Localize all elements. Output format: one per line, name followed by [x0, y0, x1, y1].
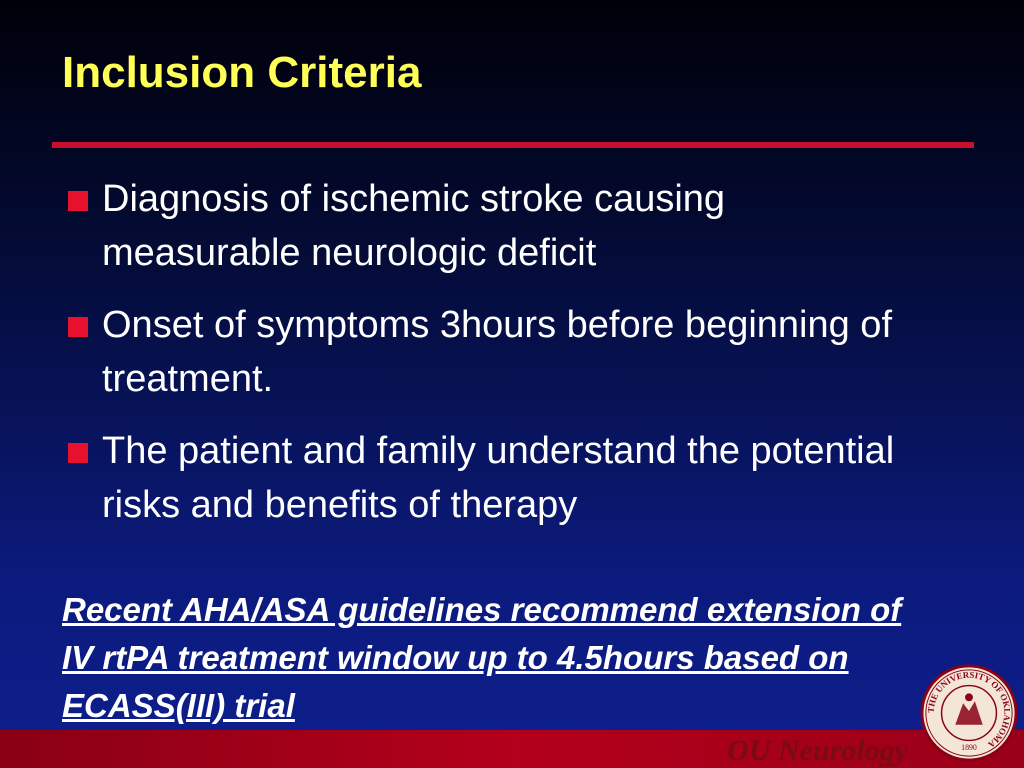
bullet-text: Onset of symptoms 3hours before beginning of treatment.	[102, 304, 893, 400]
university-seal-icon	[920, 664, 1018, 762]
seal-year: 1890	[961, 743, 977, 753]
square-bullet-icon	[68, 317, 88, 337]
bullet-item	[64, 298, 924, 406]
footer-label: OU Neurology	[727, 734, 908, 767]
square-bullet-icon	[68, 191, 88, 211]
slide-title: Inclusion Criteria	[62, 48, 422, 97]
title-divider	[52, 142, 974, 148]
seal-text: THE UNIVERSITY OF OKLAHOMA	[925, 669, 1013, 750]
bullet-list	[64, 172, 924, 550]
bullet-item	[64, 424, 924, 532]
square-bullet-icon	[68, 443, 88, 463]
guideline-note: Recent AHA/ASA guidelines recommend extension of IV rtPA treatment window up to 4.5hours based on ECASS(III) trial	[62, 591, 902, 724]
bullet-text: Diagnosis of ischemic stroke causing measurable neurologic deficit	[102, 178, 726, 274]
bullet-item	[64, 172, 924, 280]
bullet-text: The patient and family understand the potential risks and benefits of therapy	[102, 430, 895, 526]
